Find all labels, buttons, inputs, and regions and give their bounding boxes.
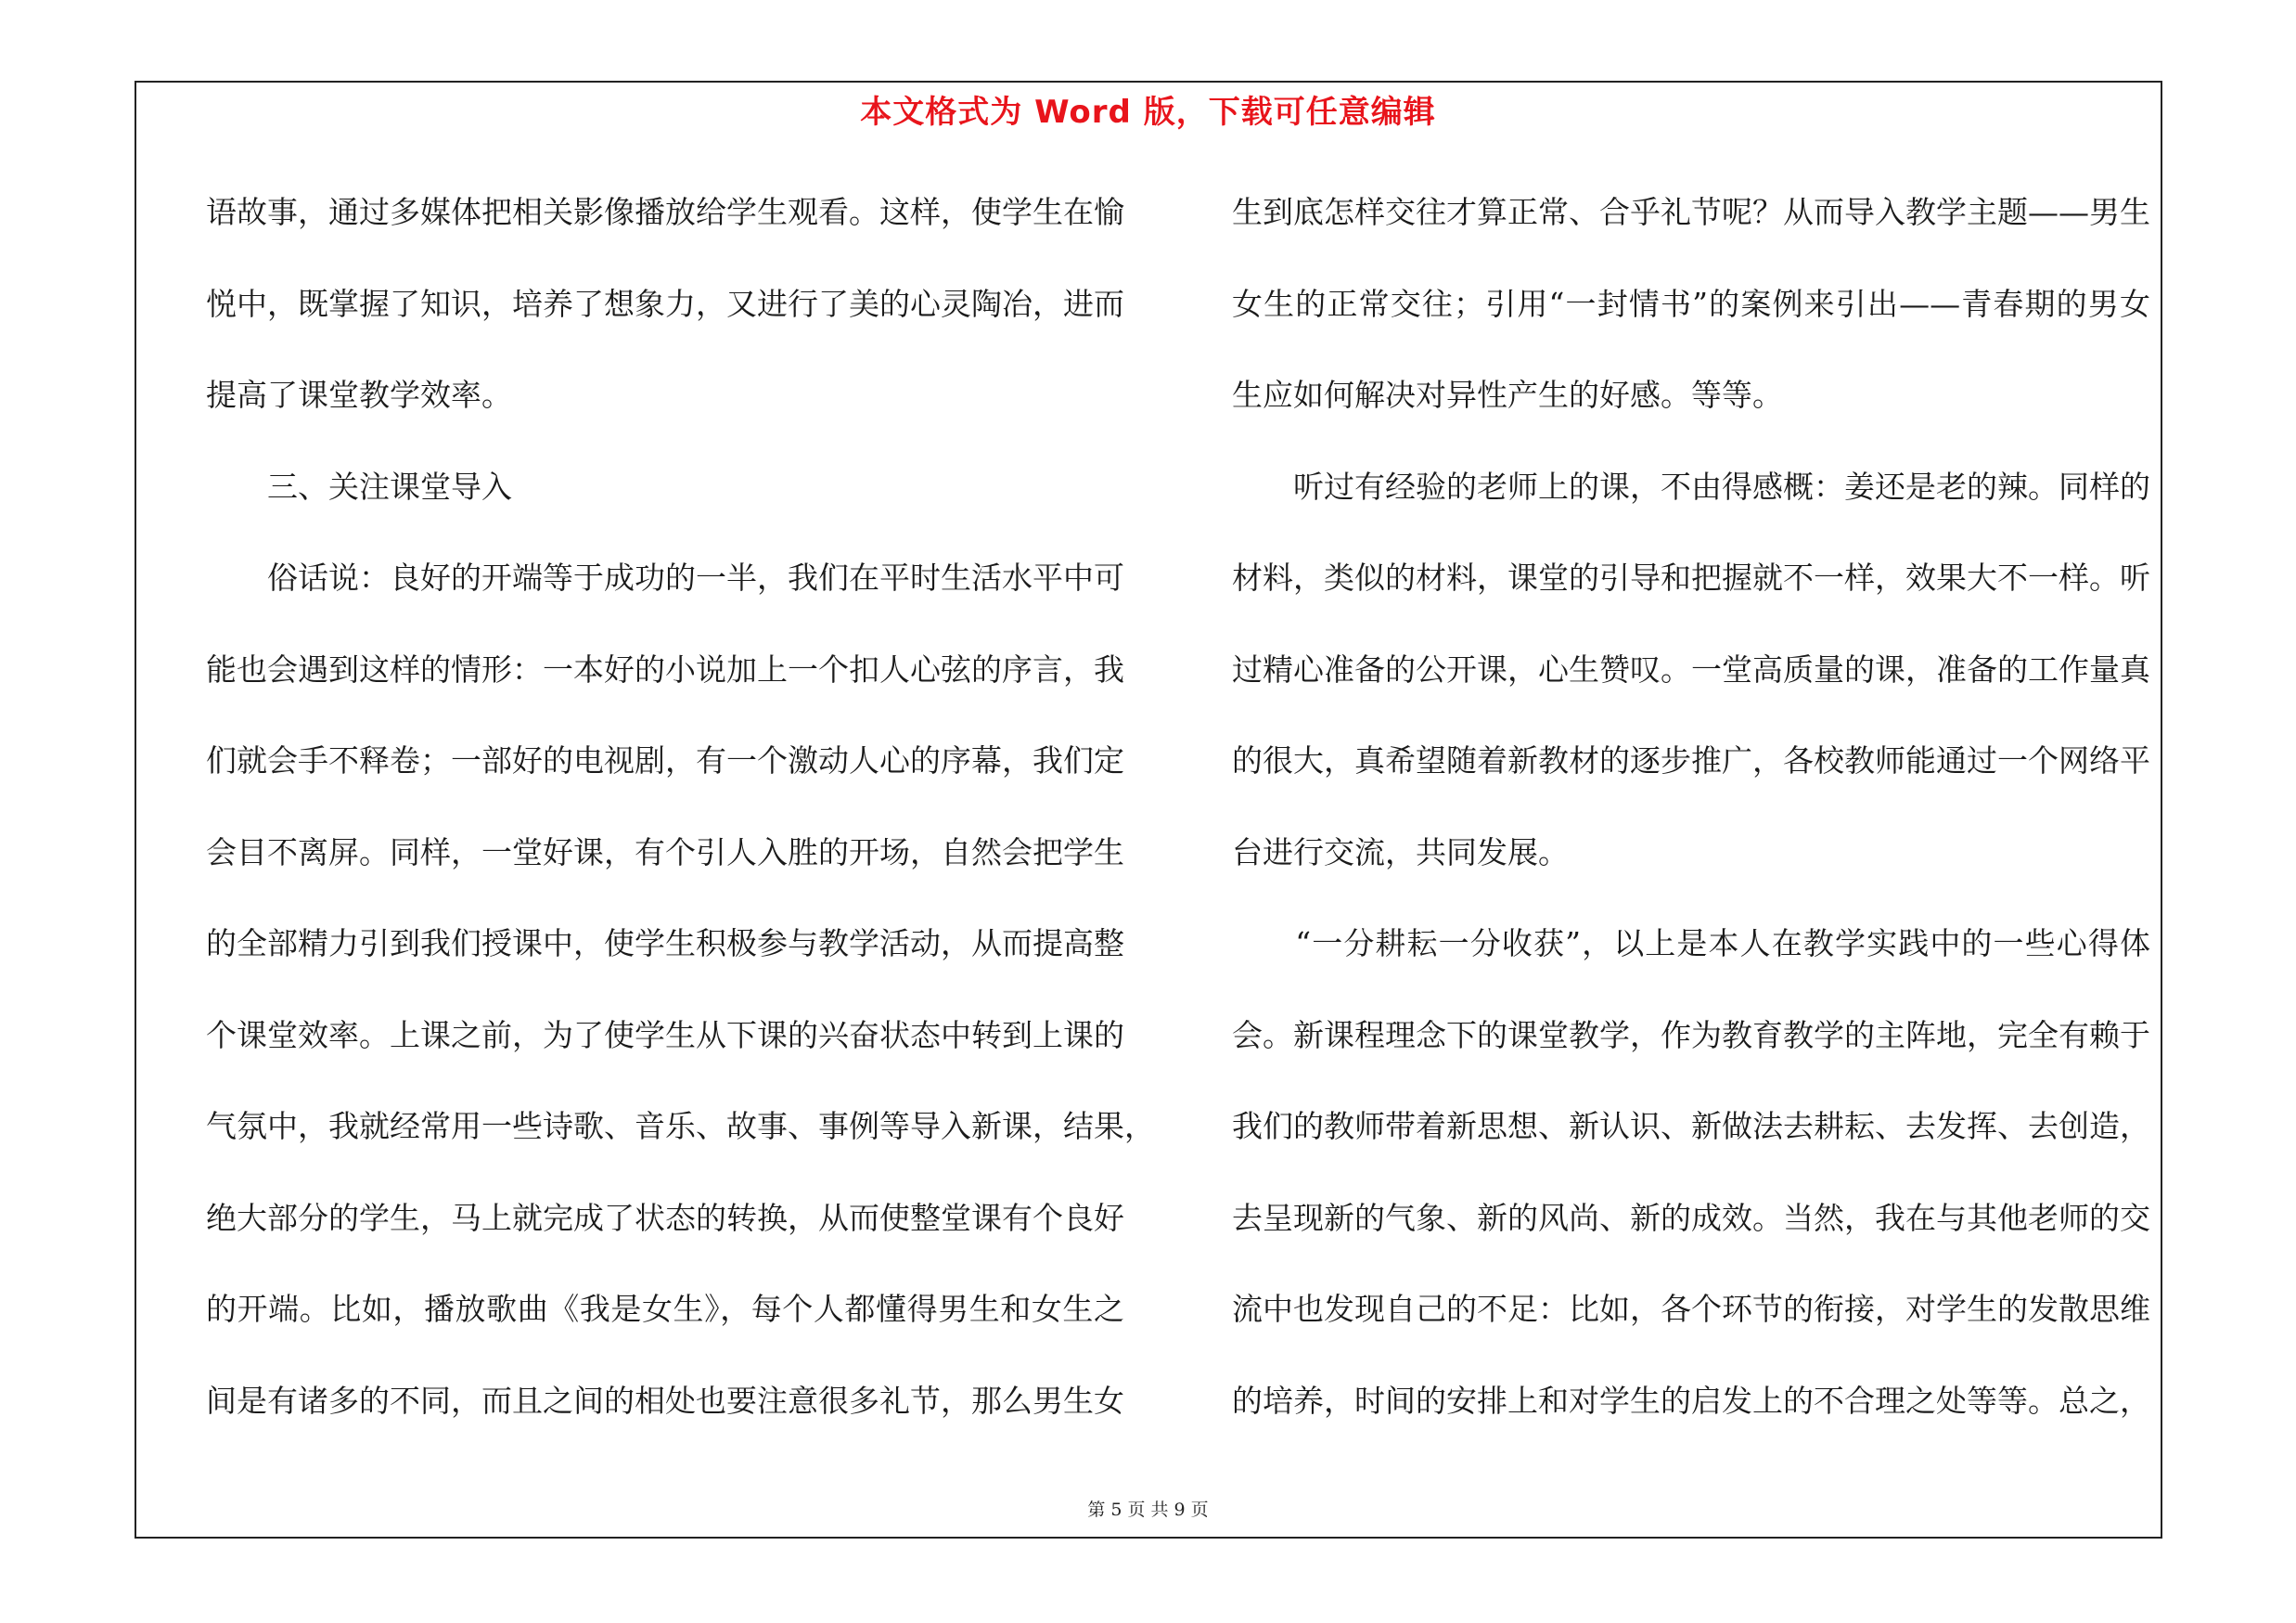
text-line: 听过有经验的老师上的课，不由得感概：姜还是老的辣。同样的 <box>1232 468 2150 505</box>
text-line: 气氛中，我就经常用一些诗歌、音乐、故事、事例等导入新课，结果， <box>206 1108 1155 1144</box>
text-line: 去呈现新的气象、新的风尚、新的成效。当然，我在与其他老师的交 <box>1232 1199 2150 1236</box>
left-text-column <box>206 183 1155 1462</box>
text-line: 的全部精力引到我们授课中，使学生积极参与教学活动，从而提高整 <box>206 925 1124 961</box>
text-line: “一分耕耘一分收获”，以上是本人在教学实践中的一些心得体 <box>1232 925 2150 961</box>
text-line: 过精心准备的公开课，心生赞叹。一堂高质量的课，准备的工作量真 <box>1232 650 2150 688</box>
text-line: 悦中，既掌握了知识，培养了想象力，又进行了美的心灵陶冶，进而 <box>206 285 1124 322</box>
text-line: 材料，类似的材料，课堂的引导和把握就不一样，效果大不一样。听 <box>1232 560 2150 596</box>
text-line: 间是有诸多的不同，而且之间的相处也要注意很多礼节，那么男生女 <box>206 1382 1124 1419</box>
text-line: 提高了课堂教学效率。 <box>206 377 512 413</box>
text-line: 个课堂效率。上课之前，为了使学生从下课的兴奋状态中转到上课的 <box>206 1016 1124 1053</box>
text-line: 语故事，通过多媒体把相关影像播放给学生观看。这样，使学生在愉 <box>206 194 1124 230</box>
text-line: 女生的正常交往；引用“一封情书”的案例来引出——青春期的男女 <box>1232 285 2150 322</box>
text-line: 三、关注课堂导入 <box>206 468 512 505</box>
right-text-column <box>1232 183 2150 1462</box>
text-line: 生应如何解决对异性产生的好感。等等。 <box>1232 377 1783 413</box>
text-line: 绝大部分的学生，马上就完成了状态的转换，从而使整堂课有个良好 <box>206 1199 1124 1236</box>
document-banner: 本文格式为 Word 版，下载可任意编辑 <box>860 94 1436 131</box>
text-line: 会目不离屏。同样，一堂好课，有个引人入胜的开场，自然会把学生 <box>206 833 1124 870</box>
text-line: 们就会手不释卷；一部好的电视剧，有一个激动人心的序幕，我们定 <box>206 742 1124 779</box>
text-line: 的开端。比如，播放歌曲《我是女生》，每个人都懂得男生和女生之 <box>206 1291 1124 1327</box>
page-number: 第 5 页 共 9 页 <box>1087 1500 1209 1520</box>
text-line: 生到底怎样交往才算正常、合乎礼节呢？从而导入教学主题——男生 <box>1232 194 2150 230</box>
text-line: 的很大，真希望随着新教材的逐步推广，各校教师能通过一个网络平 <box>1232 742 2150 779</box>
text-line: 台进行交流，共同发展。 <box>1232 833 1569 870</box>
text-line: 俗话说：良好的开端等于成功的一半，我们在平时生活水平中可 <box>206 560 1124 596</box>
text-line: 我们的教师带着新思想、新认识、新做法去耕耘、去发挥、去创造， <box>1232 1108 2150 1144</box>
text-line: 能也会遇到这样的情形：一本好的小说加上一个扣人心弦的序言，我 <box>206 650 1124 688</box>
text-line: 流中也发现自己的不足：比如，各个环节的衔接，对学生的发散思维 <box>1232 1291 2150 1327</box>
text-line: 的培养，时间的安排上和对学生的启发上的不合理之处等等。总之， <box>1232 1382 2150 1419</box>
text-line: 会。新课程理念下的课堂教学，作为教育教学的主阵地，完全有赖于 <box>1232 1016 2150 1053</box>
